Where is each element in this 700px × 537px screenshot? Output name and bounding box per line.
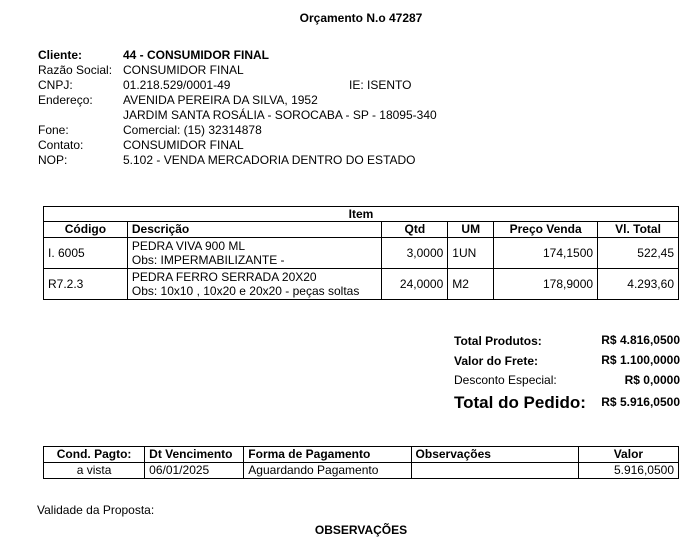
- items-table: [43, 206, 679, 300]
- client-label: Cliente:: [38, 48, 83, 62]
- item-um: M2: [448, 269, 494, 300]
- endereco-label: Endereço:: [38, 93, 93, 107]
- header-qtd: Qtd: [382, 222, 448, 238]
- header-valor: Valor: [578, 447, 678, 463]
- validade-label: Validade da Proposta:: [37, 503, 155, 517]
- fone-value: Comercial: (15) 32314878: [123, 123, 262, 137]
- total-pedido-value: R$ 5.916,0500: [601, 395, 680, 409]
- endereco-line2-value: JARDIM SANTA ROSÁLIA - SOROCABA - SP - 18095-340: [123, 108, 437, 122]
- total-produtos-label: Total Produtos:: [454, 334, 542, 348]
- razao-social-label: Razão Social:: [38, 63, 113, 77]
- item-qtd: 24,0000: [382, 269, 448, 300]
- item-codigo: I. 6005: [44, 238, 128, 269]
- ie-value: IE: ISENTO: [349, 78, 412, 92]
- valor-frete-label: Valor do Frete:: [454, 354, 539, 368]
- nop-value: 5.102 - VENDA MERCADORIA DENTRO DO ESTADO: [123, 153, 416, 167]
- desconto-row: [454, 373, 680, 393]
- items-section-title: Item: [44, 207, 679, 222]
- header-vl-total: Vl. Total: [598, 222, 679, 238]
- item-preco: 178,9000: [494, 269, 598, 300]
- nop-label: NOP:: [38, 153, 68, 167]
- item-qtd: 3,0000: [382, 238, 448, 269]
- totals-block: [454, 333, 680, 417]
- item-obs: Obs: IMPERMABILIZANTE -: [131, 253, 285, 267]
- item-total: 522,45: [598, 238, 679, 269]
- payment-obs: [411, 463, 578, 479]
- cnpj-label: CNPJ:: [38, 78, 73, 92]
- contato-label: Contato:: [38, 138, 84, 152]
- item-descricao: [127, 238, 382, 269]
- document-title: Orçamento N.o 47287: [299, 11, 423, 25]
- item-descricao: [127, 269, 382, 300]
- header-um: UM: [448, 222, 494, 238]
- fone-label: Fone:: [38, 123, 69, 137]
- total-pedido-row: [454, 393, 680, 417]
- item-descricao-text: PEDRA VIVA 900 ML: [131, 239, 246, 253]
- header-cond-pagto: Cond. Pagto:: [44, 447, 145, 463]
- item-um: 1UN: [448, 238, 494, 269]
- total-produtos-row: [454, 333, 680, 353]
- client-value: 44 - CONSUMIDOR FINAL: [123, 48, 270, 62]
- cnpj-value: [123, 78, 412, 93]
- payment-vencimento: 06/01/2025: [145, 463, 244, 479]
- valor-frete-value: R$ 1.100,0000: [601, 353, 680, 367]
- item-total: 4.293,60: [598, 269, 679, 300]
- header-descricao: Descrição: [127, 222, 382, 238]
- payment-header-row: [44, 447, 679, 463]
- observacoes-title: OBSERVAÇÕES: [314, 523, 408, 537]
- item-obs: Obs: 10x10 , 10x20 e 20x20 - peças soltas: [131, 284, 360, 298]
- item-preco: 174,1500: [494, 238, 598, 269]
- items-section-header: [44, 207, 679, 222]
- razao-social-value: CONSUMIDOR FINAL: [123, 63, 244, 77]
- total-produtos-value: R$ 4.816,0500: [601, 333, 680, 347]
- cnpj-number: 01.218.529/0001-49: [123, 78, 231, 92]
- desconto-value: R$ 0,0000: [624, 373, 680, 387]
- items-header-row: [44, 222, 679, 238]
- desconto-label: Desconto Especial:: [454, 373, 557, 387]
- total-pedido-label: Total do Pedido:: [454, 393, 586, 412]
- header-forma-pagamento: Forma de Pagamento: [244, 447, 411, 463]
- valor-frete-row: [454, 353, 680, 373]
- item-descricao-text: PEDRA FERRO SERRADA 20X20: [131, 270, 317, 284]
- header-codigo: Código: [44, 222, 128, 238]
- payment-forma: Aguardando Pagamento: [244, 463, 411, 479]
- payment-table: [43, 446, 679, 479]
- endereco-value: AVENIDA PEREIRA DA SILVA, 1952: [123, 93, 318, 107]
- payment-valor: 5.916,0500: [578, 463, 678, 479]
- header-dt-vencimento: Dt Vencimento: [145, 447, 244, 463]
- item-codigo: R7.2.3: [44, 269, 128, 300]
- header-observacoes: Observações: [411, 447, 578, 463]
- table-row: [44, 463, 679, 479]
- payment-cond: a vista: [44, 463, 145, 479]
- contato-value: CONSUMIDOR FINAL: [123, 138, 244, 152]
- table-row: [44, 269, 679, 300]
- table-row: [44, 238, 679, 269]
- header-preco-venda: Preço Venda: [494, 222, 598, 238]
